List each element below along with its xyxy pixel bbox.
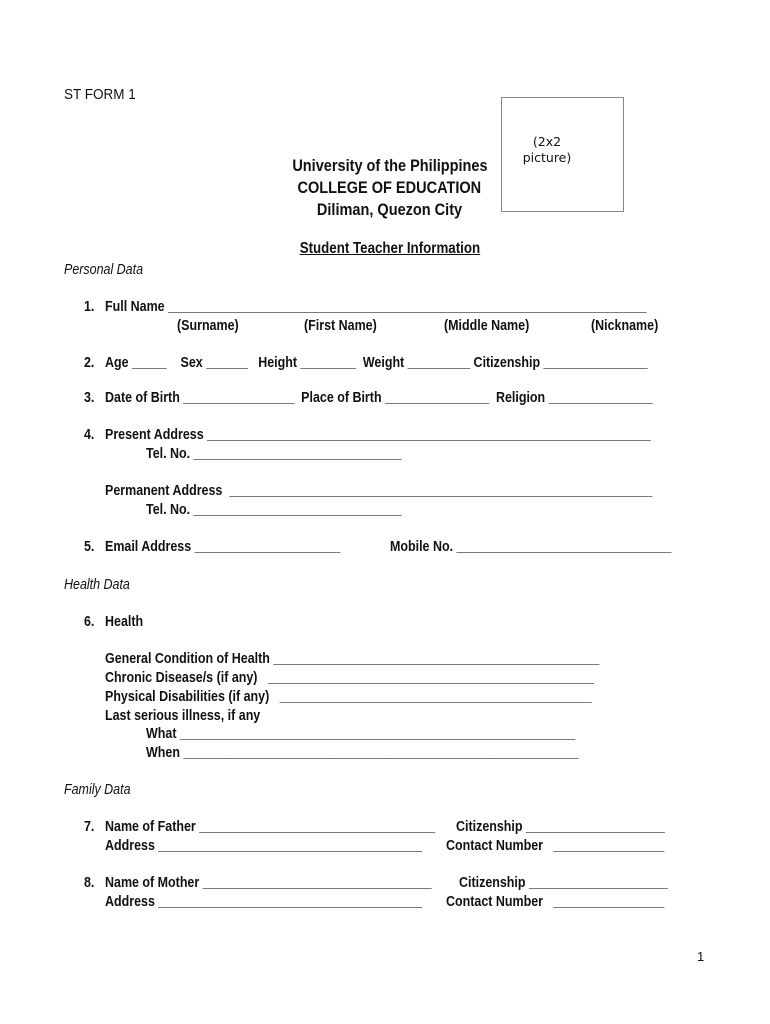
item-number-2: 2.: [84, 355, 95, 371]
physical-disability-field[interactable]: Physical Disabilities (if any) _____________________________________________: [105, 689, 592, 705]
present-tel-field[interactable]: Tel. No. ______________________________: [146, 446, 402, 462]
campus-location: Diliman, Quezon City: [316, 201, 463, 219]
page-number: 1: [697, 949, 705, 964]
item-number-8: 8.: [84, 875, 95, 891]
section-health-data: Health Data: [64, 577, 130, 593]
email-field[interactable]: Email Address _____________________: [105, 539, 341, 555]
chronic-disease-field[interactable]: Chronic Disease/s (if any) _______________________________________________: [105, 670, 594, 686]
father-contact-field[interactable]: Contact Number ________________: [446, 838, 665, 854]
permanent-tel-field[interactable]: Tel. No. ______________________________: [146, 502, 402, 518]
mobile-field[interactable]: Mobile No. _______________________________: [390, 539, 672, 555]
first-name-label: (First Name): [304, 318, 377, 334]
illness-when-field[interactable]: When _________________________________________________________: [146, 745, 579, 761]
last-illness-label: Last serious illness, if any: [105, 708, 261, 724]
illness-what-field[interactable]: What _________________________________________________________: [146, 726, 576, 742]
item-number-3: 3.: [84, 390, 95, 406]
mother-name-field[interactable]: Name of Mother _________________________________: [105, 875, 432, 891]
nickname-label: (Nickname): [591, 318, 659, 334]
mother-contact-field[interactable]: Contact Number ________________: [446, 894, 665, 910]
age-sex-height-weight-citizenship-fields[interactable]: Age _____ Sex ______ Height ________ Weight _________ Citizenship _______________: [105, 355, 648, 371]
form-title-row: [0, 225, 770, 257]
birth-religion-fields[interactable]: Date of Birth ________________ Place of Birth _______________ Religion _______________: [105, 390, 653, 406]
university-name: University of the Philippines: [291, 157, 488, 175]
middle-name-label: (Middle Name): [444, 318, 530, 334]
item-number-4: 4.: [84, 427, 95, 443]
permanent-address-field[interactable]: Permanent Address _____________________________________________________________: [105, 483, 653, 499]
college-name: COLLEGE OF EDUCATION: [297, 179, 482, 197]
form-code: ST FORM 1: [64, 86, 136, 103]
father-name-field[interactable]: Name of Father __________________________________: [105, 819, 436, 835]
item-number-1: 1.: [84, 299, 95, 315]
father-address-field[interactable]: Address ______________________________________: [105, 838, 422, 854]
father-citizenship-field[interactable]: Citizenship ____________________: [456, 819, 665, 835]
section-family-data: Family Data: [64, 782, 131, 798]
mother-address-field[interactable]: Address ______________________________________: [105, 894, 422, 910]
surname-label: (Surname): [177, 318, 239, 334]
present-address-field[interactable]: Present Address ________________________________________________________________: [105, 427, 651, 443]
general-health-field[interactable]: General Condition of Health _______________________________________________: [105, 651, 600, 667]
form-title: Student Teacher Information: [299, 240, 480, 257]
section-personal-data: Personal Data: [64, 262, 144, 278]
mother-citizenship-field[interactable]: Citizenship ____________________: [459, 875, 668, 891]
item-number-7: 7.: [84, 819, 95, 835]
health-label: Health: [105, 614, 144, 630]
photo-label: (2x2 picture): [522, 134, 572, 166]
location-row: [0, 186, 770, 219]
item-number-6: 6.: [84, 614, 95, 630]
full-name-field[interactable]: Full Name _____________________________________________________________________: [105, 299, 647, 315]
item-number-5: 5.: [84, 539, 95, 555]
